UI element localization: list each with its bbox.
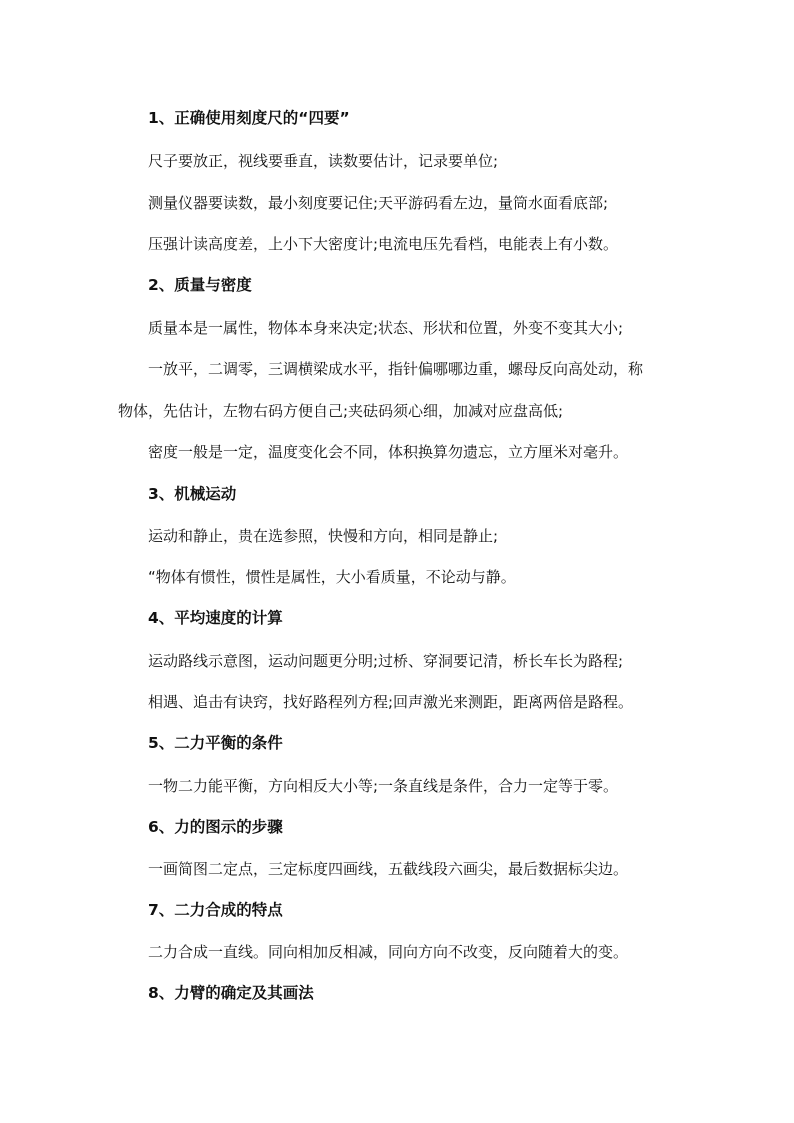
section-1-line-2: 测量仪器要读数，最小刻度要记住;天平游码看左边，量筒水面看底部; bbox=[148, 194, 609, 212]
section-4-line-2: 相遇、追击有诀窍，找好路程列方程;回声激光来测距，距离两倍是路程。 bbox=[148, 693, 634, 711]
section-2-heading: 2、质量与密度 bbox=[148, 276, 252, 294]
section-1-line-1: 尺子要放正，视线要垂直，读数要估计，记录要单位; bbox=[148, 152, 499, 170]
section-2-line-4: 密度一般是一定，温度变化会不同，体积换算勿遗忘，立方厘米对毫升。 bbox=[148, 443, 629, 461]
section-4-heading: 4、平均速度的计算 bbox=[148, 609, 283, 627]
section-6-heading: 6、力的图示的步骤 bbox=[148, 818, 283, 836]
section-8-heading: 8、力臂的确定及其画法 bbox=[148, 984, 314, 1002]
section-2-line-3: 物体，先估计，左物右码方便自己;夹砝码须心细，加减对应盘高低; bbox=[118, 402, 564, 420]
section-3-heading: 3、机械运动 bbox=[148, 485, 237, 503]
section-3-line-1: 运动和静止，贵在选参照，快慢和方向，相同是静止; bbox=[148, 527, 499, 545]
section-2-line-1: 质量本是一属性，物体本身来决定;状态、形状和位置，外变不变其大小; bbox=[148, 319, 624, 337]
section-5-line-1: 一物二力能平衡，方向相反大小等;一条直线是条件，合力一定等于零。 bbox=[148, 777, 619, 795]
section-2-line-2: 一放平，二调零，三调横梁成水平，指针偏哪哪边重，螺母反向高处动，称 bbox=[148, 360, 644, 378]
section-1-line-3: 压强计读高度差，上小下大密度计;电流电压先看档，电能表上有小数。 bbox=[148, 235, 619, 253]
section-3-line-2: “物体有惯性，惯性是属性，大小看质量，不论动与静。 bbox=[148, 568, 516, 586]
section-1-heading: 1、正确使用刻度尺的“四要” bbox=[148, 109, 350, 127]
section-6-line-1: 一画简图二定点，三定标度四画线，五截线段六画尖，最后数据标尖边。 bbox=[148, 860, 629, 878]
section-4-line-1: 运动路线示意图，运动问题更分明;过桥、穿洞要记清，桥长车长为路程; bbox=[148, 652, 624, 670]
section-7-line-1: 二力合成一直线。同向相加反相减，同向方向不改变，反向随着大的变。 bbox=[148, 943, 629, 961]
section-5-heading: 5、二力平衡的条件 bbox=[148, 734, 283, 752]
section-7-heading: 7、二力合成的特点 bbox=[148, 901, 283, 919]
